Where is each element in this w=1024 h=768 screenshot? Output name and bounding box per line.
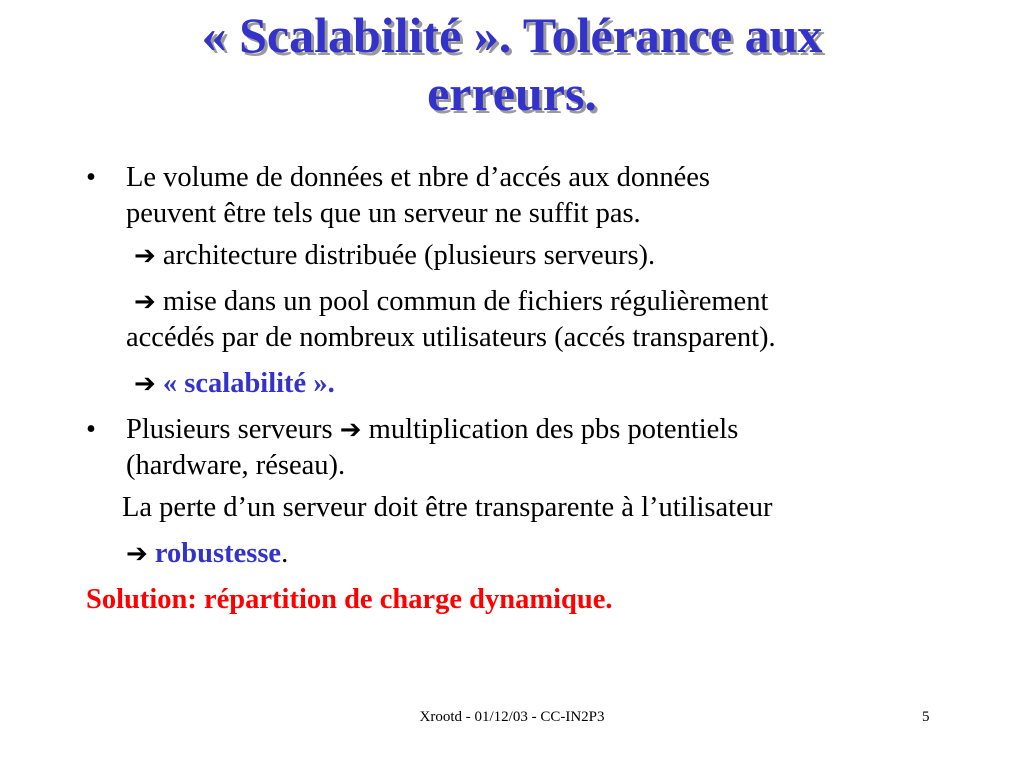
title-line-1: « Scalabilité ». Tolérance aux — [201, 7, 823, 63]
arrow-right-icon: ➔ — [134, 287, 156, 317]
bullet-servers-line-2: (hardware, réseau). — [126, 450, 346, 481]
title-line-2: erreurs. — [427, 65, 597, 121]
sub-item-robustesse — [86, 536, 986, 572]
sub-item-perte — [86, 490, 986, 526]
arrow-right-icon: ➔ — [339, 415, 362, 445]
sub-item-pool-line-1: mise dans un pool commun de fichiers régulièrement — [162, 286, 769, 317]
sub-item-architecture-text: architecture distribuée (plusieurs serveurs). — [162, 240, 656, 271]
slide-title — [0, 6, 1024, 122]
solution-text: Solution: répartition de charge dynamique. — [86, 584, 613, 615]
sub-item-architecture — [86, 238, 986, 274]
sub-item-pool — [86, 284, 986, 356]
robustesse-highlight: robustesse — [154, 538, 282, 569]
bullet-servers-text-after: multiplication des pbs potentiels — [368, 414, 739, 445]
robustesse-suffix: . — [281, 538, 289, 569]
arrow-right-icon: ➔ — [126, 539, 148, 569]
page-number: 5 — [922, 709, 930, 725]
slide-body — [86, 160, 986, 618]
bullet-servers-text-before: Plusieurs serveurs — [126, 414, 333, 445]
bullet-volume — [86, 160, 986, 232]
bullet-servers — [86, 412, 986, 484]
bullet-marker: • — [86, 162, 96, 193]
scalability-highlight: « scalabilité ». — [162, 368, 335, 399]
bullet-volume-line-2: peuvent être tels que un serveur ne suffit pas. — [126, 198, 641, 229]
sub-item-scalability — [86, 366, 986, 402]
arrow-right-icon: ➔ — [134, 241, 156, 271]
footer-text: Xrootd - 01/12/03 - CC-IN2P3 — [419, 709, 605, 725]
bullet-marker: • — [86, 414, 96, 445]
sub-item-perte-text: La perte d’un serveur doit être transparente à l’utilisateur — [122, 492, 773, 523]
bullet-volume-line-1: Le volume de données et nbre d’accés aux données — [126, 162, 711, 193]
arrow-right-icon: ➔ — [134, 369, 156, 399]
sub-item-pool-line-2: accédés par de nombreux utilisateurs (accés transparent). — [126, 322, 776, 353]
